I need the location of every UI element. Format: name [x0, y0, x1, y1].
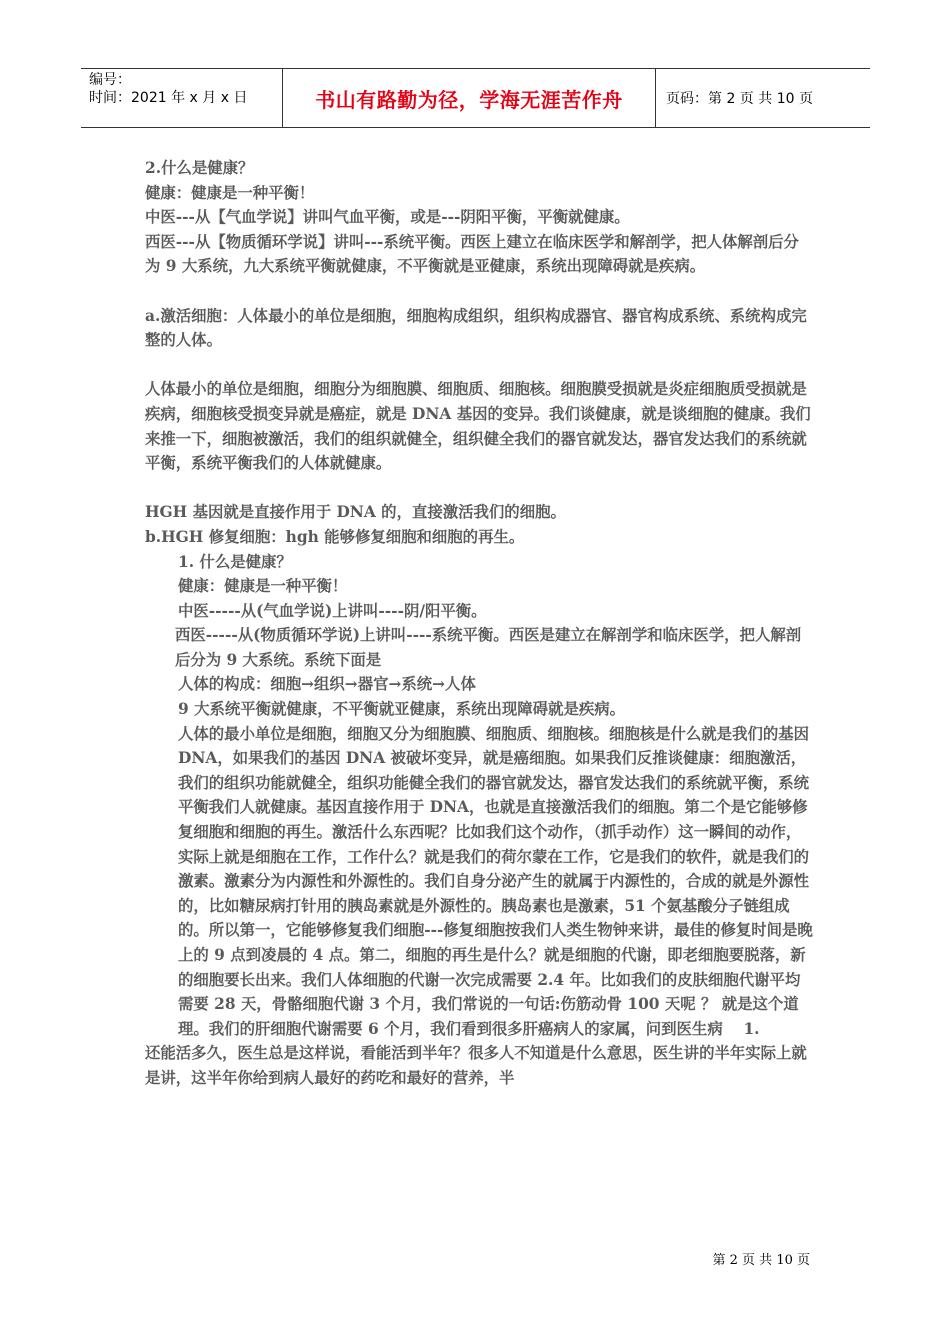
paragraph: 人体的最小单位是细胞，细胞又分为细胞膜、细胞质、细胞核。细胞核是什么就是我们的基因 DNA，如果我们的基因 DNA 被破坏变异，就是癌细胞。如果我们反推谈健康：细胞激活，我们的组织功能就健全，组织功能健全我们的器官就发达，器官发达我们的系统就平衡，系统平衡我们人就健康。基因直接作用于 DNA，也就是直接激活我们的细胞。第二个是它能够修复细胞和细胞的再生。激活什么东西呢？比如我们这个动作，（抓手动作）这一瞬间的动作，实际上就是细胞在工作，工作什么？就是我们的荷尔蒙在工作，它是我们的软件，就是我们的激素。激素分为内源性和外源性的。我们自身分泌产生的就属于内源性的，合成的就是外源性的，比如糖尿病打针用的胰岛素就是外源性的。胰岛素也是激素，51 个氨基酸分子链组成的。所以第一，它能够修复我们细胞---修复细胞按我们人类生物钟来讲，最佳的修复时间是晚上的 9 点到凌晨的 4 点。第二，细胞的再生是什么？就是细胞的代谢，即老细胞要脱落，新的细胞要长出来。我们人体细胞的代谢一次完成需要 2.4 年。比如我们的皮肤细胞代谢平均需要 28 天，骨骼细胞代谢 3 个月，我们常说的一句话:伤筋动骨 100 天呢 ？ 就是这个道理。我们的肝细胞代谢需要 6 个月，我们看到很多肝癌病人的家属，问到医生病 1. [178, 724, 813, 1038]
document-body [145, 156, 813, 1091]
paragraph: 2.什么是健康？ [145, 159, 254, 177]
blank-line [145, 279, 813, 304]
paragraph: 西医-----从(物质循环学说)上讲叫----系统平衡。西医是建立在解剖学和临床医学，把人解剖后分为 9 大系统。系统下面是 [175, 626, 802, 669]
document-time-label: 时间：2021 年 x 月 x 日 [89, 90, 248, 106]
paragraph: b.HGH 修复细胞：hgh 能够修复细胞和细胞的再生。 [145, 527, 525, 546]
blank-line [145, 476, 813, 501]
paragraph: 健康：健康是一种平衡！ [145, 183, 315, 202]
paragraph: 西医---从【物质循环学说】讲叫---系统平衡。西医上建立在临床医学和解剖学，把人体解剖后分为 9 大系统，九大系统平衡就健康，不平衡就是亚健康，系统出现障碍就是疾病。 [145, 232, 799, 276]
paragraph: 1. 什么是健康？ [178, 552, 292, 571]
header-page-number: 页码：第 2 页 共 10 页 [666, 91, 813, 107]
paragraph: HGH 基因就是直接作用于 DNA 的，直接激活我们的细胞。 [145, 503, 566, 522]
paragraph: 人体最小的单位是细胞，细胞分为细胞膜、细胞质、细胞核。细胞膜受损就是炎症细胞质受损就是疾病，细胞核受损变异就是癌症，就是 DNA 基因的变异。我们谈健康，就是谈细胞的健康。我们来推一下，细胞被激活，我们的组织就健全，组织健全我们的器官就发达，器官发达我们的系统就平衡，系统平衡我们的人体就健康。 [145, 380, 811, 473]
paragraph: 人体的构成：细胞→组织→器官→系统→人体 [178, 675, 476, 694]
page-footer: 第 2 页 共 10 页 [712, 1253, 810, 1268]
paragraph: 健康：健康是一种平衡！ [178, 577, 348, 596]
paragraph: 还能活多久，医生总是这样说，看能活到半年？很多人不知道是什么意思，医生讲的半年实际上就是讲，这半年你给到病人最好的药吃和最好的营养，半 [145, 1044, 807, 1087]
page-header [81, 68, 870, 128]
document-number-label: 编号： [89, 72, 131, 88]
header-meta [81, 69, 282, 127]
paragraph: 9 大系统平衡就健康，不平衡就亚健康，系统出现障碍就是疾病。 [178, 700, 626, 719]
paragraph: 中医---从【气血学说】讲叫气血平衡，或是---阴阳平衡，平衡就健康。 [145, 208, 630, 227]
blank-line [145, 353, 813, 378]
header-motto: 书山有路勤为径，学海无涯苦作舟 [282, 69, 656, 127]
paragraph: a.激活细胞：人体最小的单位是细胞，细胞构成组织，组织构成器官、器官构成系统、系统构成完整的人体。 [145, 306, 807, 350]
paragraph: 中医-----从(气血学说)上讲叫----阴/阳平衡。 [178, 601, 487, 620]
